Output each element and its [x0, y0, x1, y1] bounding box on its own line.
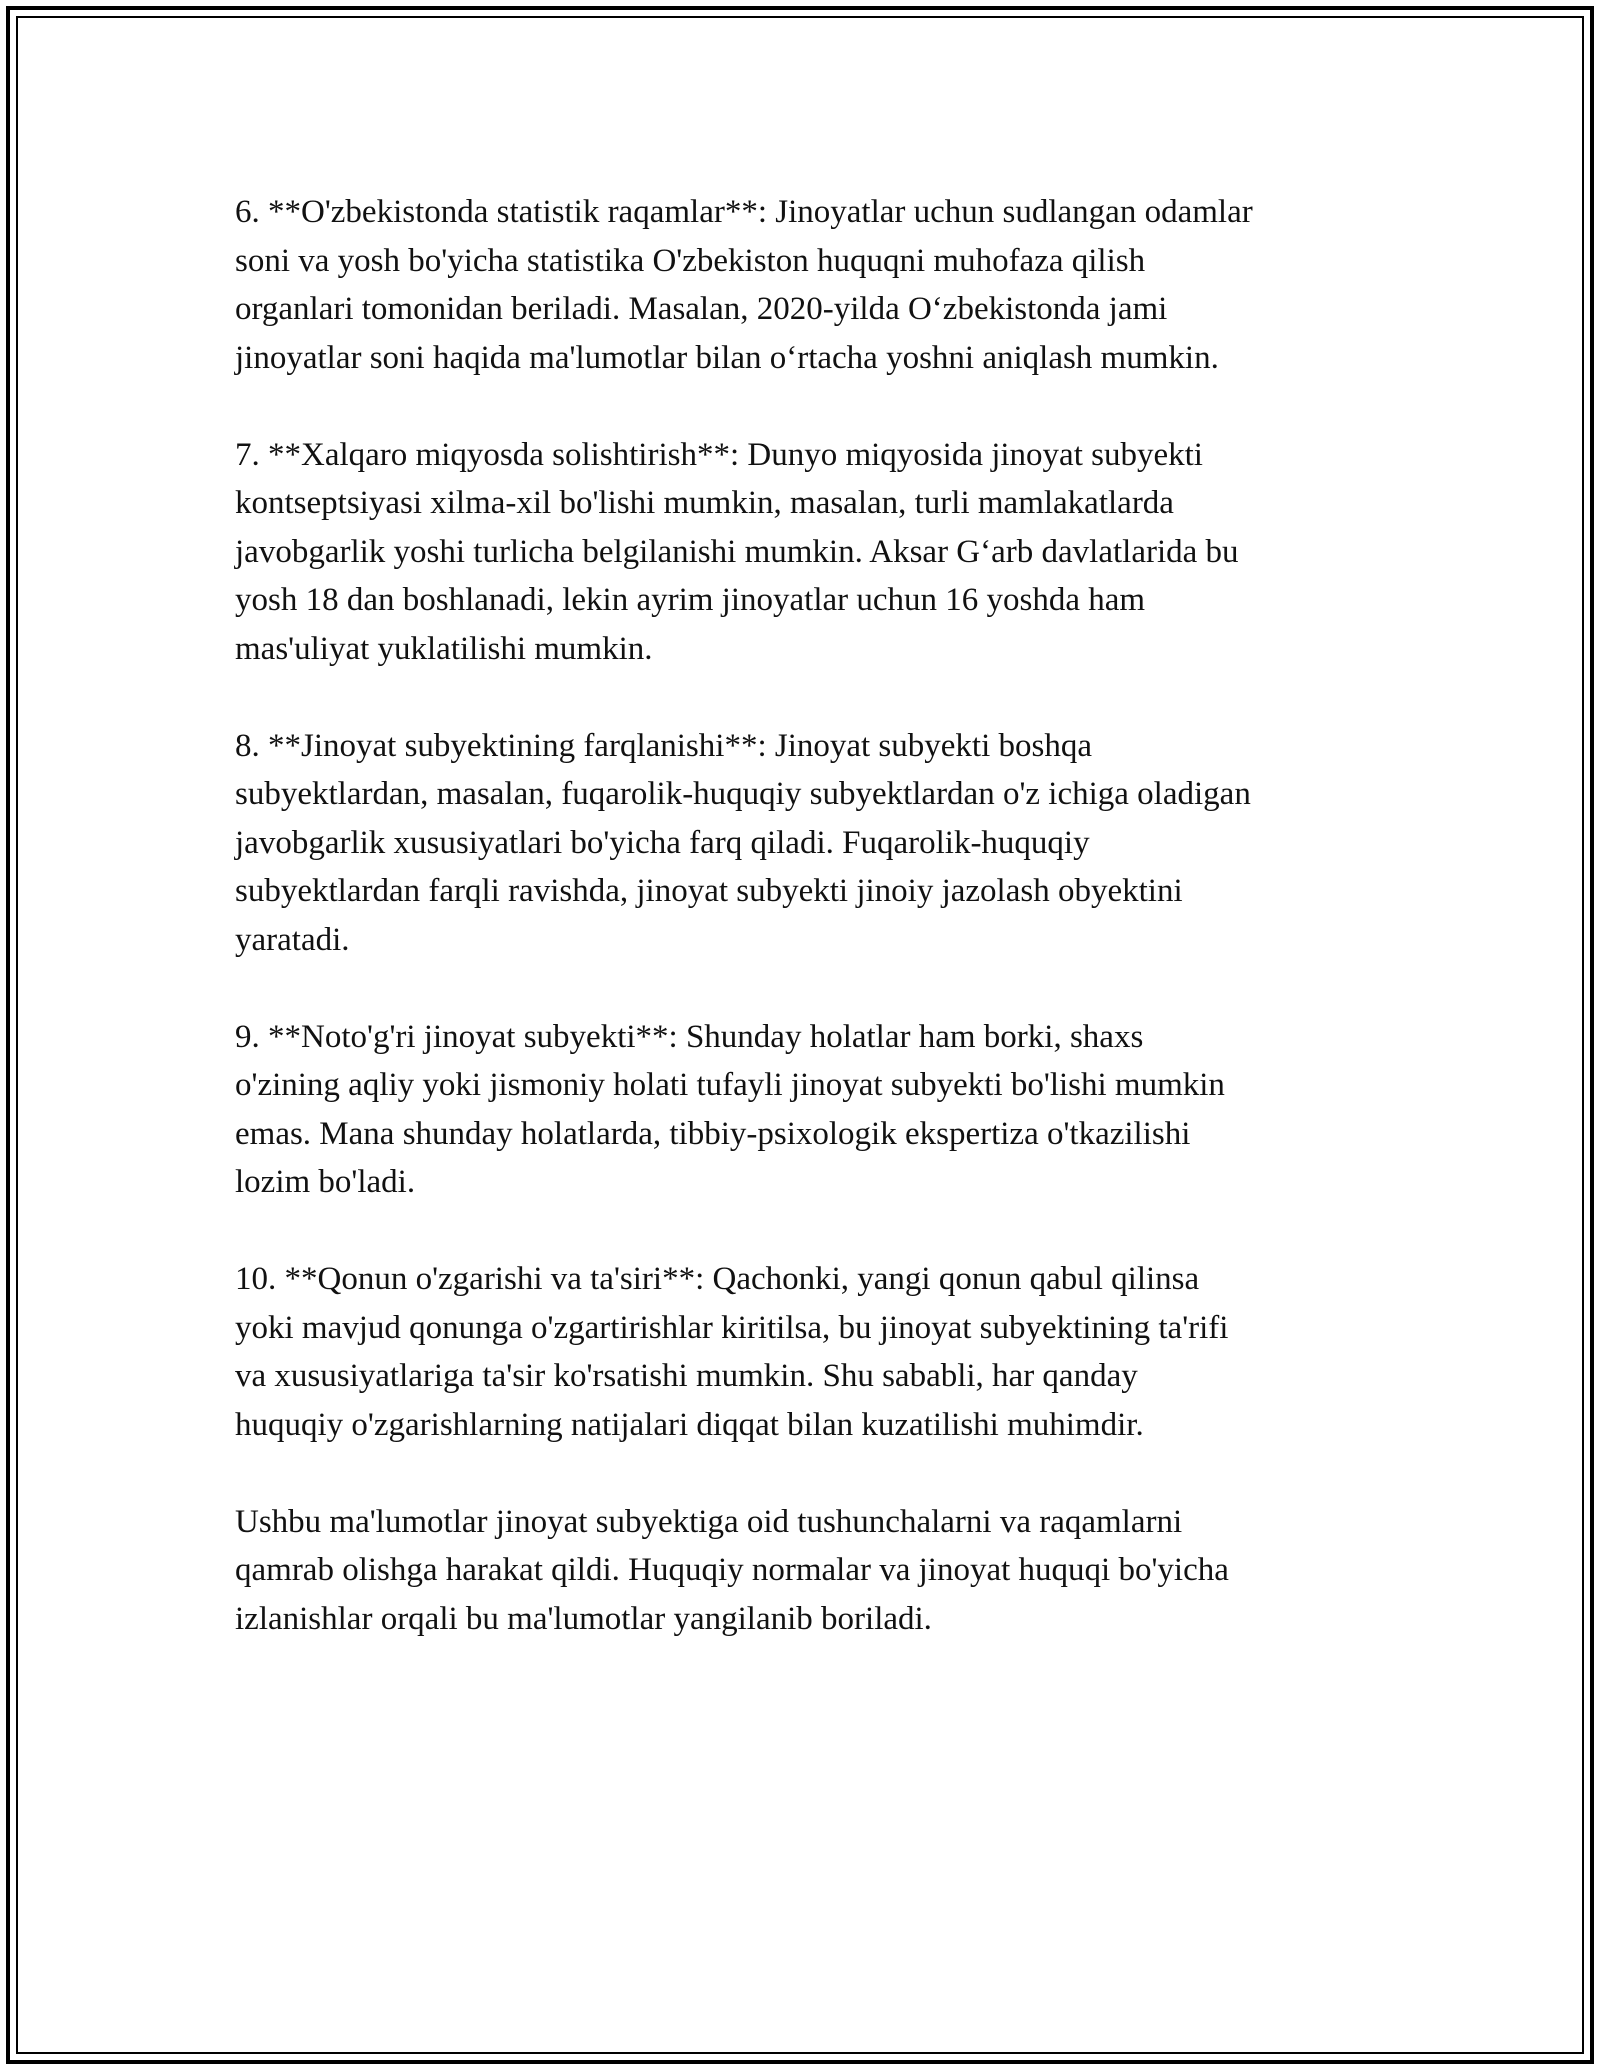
paragraph-6-statistics: 6. **O'zbekistonda statistik raqamlar**: Jinoyatlar uchun sudlangan odamlar soni va yosh bo'yicha statistika O'zbekiston huquqni muhofaza qilish organlari tomonidan beriladi. Masalan, 2020-yilda O‘zbekistonda jami jinoyatlar soni haqida ma'lumotlar bilan o‘rtacha yoshni aniqlash mumkin. [235, 194, 1253, 376]
paragraph-8-subject-distinction: 8. **Jinoyat subyektining farqlanishi**: Jinoyat subyekti boshqa subyektlardan, masalan, fuqarolik-huquqiy subyektlardan o'z ichiga oladigan javobgarlik xususiyatlari bo'yicha farq qiladi. Fuqarolik-huquqiy subyektlardan farqli ravishda, jinoyat subyekti jinoiy jazolash obyektini yaratadi. [235, 727, 1251, 958]
paragraph-7-international-comparison: 7. **Xalqaro miqyosda solishtirish**: Dunyo miqyosida jinoyat subyekti kontseptsiyasi xilma-xil bo'lishi mumkin, masalan, turli mamlakatlarda javobgarlik yoshi turlicha belgilanishi mumkin. Aksar G‘arb davlatlarida bu yosh 18 dan boshlanadi, lekin ayrim jinoyatlar uchun 16 yoshda ham mas'uliyat yuklatilishi mumkin. [235, 436, 1239, 667]
document-body [235, 188, 1375, 1643]
paragraph-conclusion: Ushbu ma'lumotlar jinoyat subyektiga oid tushunchalarni va raqamlarni qamrab olishga harakat qildi. Huquqiy normalar va jinoyat huquqi bo'yicha izlanishlar orqali bu ma'lumotlar yangilanib boriladi. [235, 1503, 1229, 1637]
paragraph-10-law-change: 10. **Qonun o'zgarishi va ta'siri**: Qachonki, yangi qonun qabul qilinsa yoki mavjud qonunga o'zgartirishlar kiritilsa, bu jinoyat subyektining ta'rifi va xususiyatlariga ta'sir ko'rsatishi mumkin. Shu sababli, har qanday huquqiy o'zgarishlarning natijalari diqqat bilan kuzatilishi muhimdir. [235, 1261, 1229, 1443]
paragraph-9-incorrect-subject: 9. **Noto'g'ri jinoyat subyekti**: Shunday holatlar ham borki, shaxs o'zining aqliy yoki jismoniy holati tufayli jinoyat subyekti bo'lishi mumkin emas. Mana shunday holatlarda, tibbiy-psixologik ekspertiza o'tkazilishi lozim bo'ladi. [235, 1018, 1225, 1200]
